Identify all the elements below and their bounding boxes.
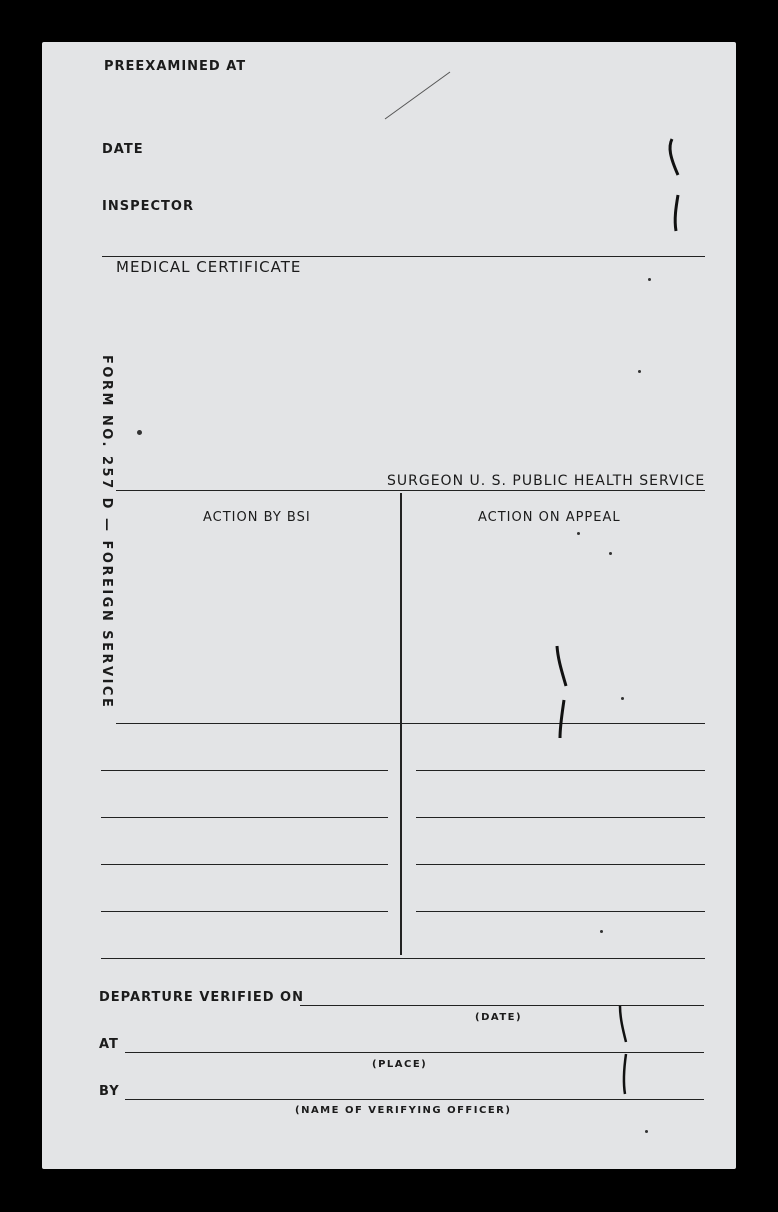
at-label: AT <box>99 1037 119 1052</box>
by-label: BY <box>99 1084 120 1099</box>
ink-spot <box>638 370 641 373</box>
scratch-mark <box>380 64 460 124</box>
ink-spot <box>577 532 580 535</box>
departure-date-line <box>300 1005 704 1006</box>
ink-spot <box>600 930 603 933</box>
surgeon-label: SURGEON U. S. PUBLIC HEALTH SERVICE <box>387 473 706 489</box>
medical-certificate-title: MEDICAL CERTIFICATE <box>116 258 302 276</box>
bsi-line-4 <box>101 864 388 865</box>
staple-mark-top <box>660 135 690 240</box>
place-caption: (PLACE) <box>372 1059 428 1070</box>
preexamined-at-label: PREEXAMINED AT <box>104 59 247 74</box>
bsi-line-3 <box>101 817 388 818</box>
action-line-1 <box>116 723 705 724</box>
ink-spot <box>609 552 612 555</box>
appeal-line-2 <box>416 770 705 771</box>
ink-spot <box>645 1130 648 1133</box>
action-on-appeal-label: ACTION ON APPEAL <box>478 510 621 525</box>
date-caption: (DATE) <box>475 1012 523 1023</box>
header-divider <box>102 256 705 257</box>
ink-spot <box>137 430 142 435</box>
date-label: DATE <box>102 142 144 157</box>
column-divider <box>400 493 402 955</box>
ink-spot <box>648 278 651 281</box>
form-number-label: FORM NO. 257 D — FOREIGN SERVICE <box>99 355 114 710</box>
bsi-line-5 <box>101 911 388 912</box>
appeal-line-4 <box>416 864 705 865</box>
staple-mark-bottom <box>612 1000 636 1100</box>
ink-spot <box>621 697 624 700</box>
bsi-line-2 <box>101 770 388 771</box>
departure-verified-label: DEPARTURE VERIFIED ON <box>99 990 304 1005</box>
staple-mark-middle <box>548 642 578 742</box>
inspector-label: INSPECTOR <box>102 199 194 214</box>
action-bottom-line <box>101 958 705 959</box>
action-by-bsi-label: ACTION BY BSI <box>203 510 311 525</box>
surgeon-signature-line <box>116 490 705 491</box>
officer-caption: (NAME OF VERIFYING OFFICER) <box>295 1105 512 1116</box>
appeal-line-3 <box>416 817 705 818</box>
appeal-line-5 <box>416 911 705 912</box>
